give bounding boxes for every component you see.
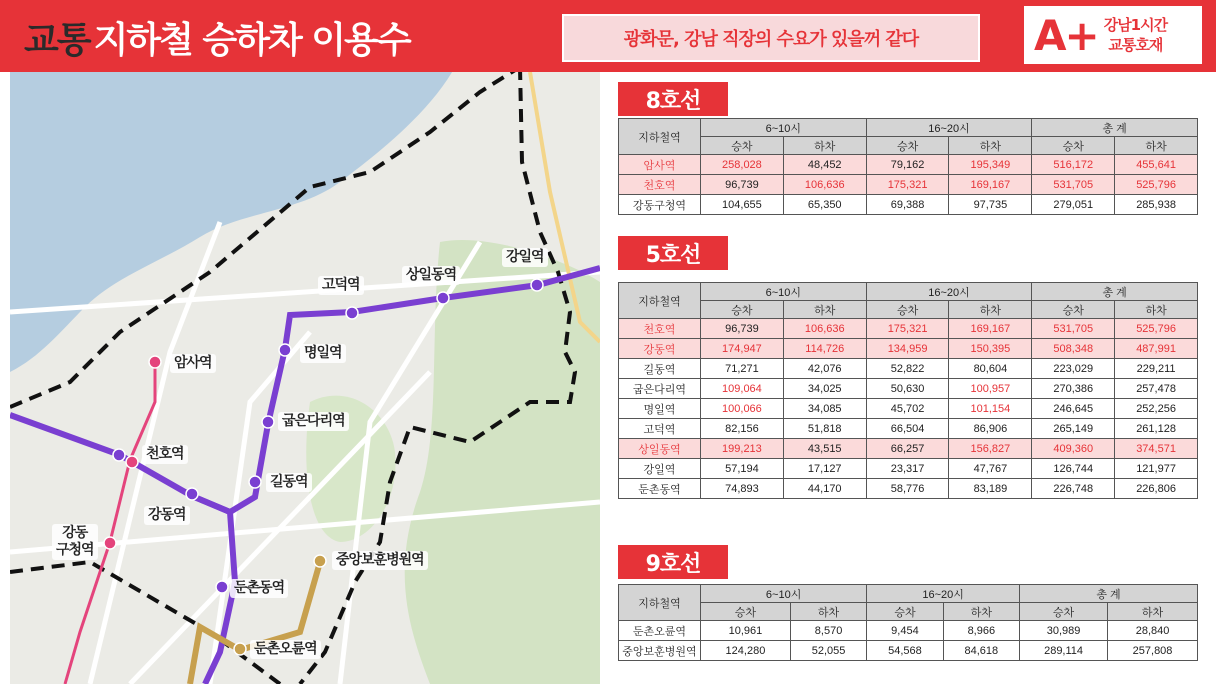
ridership-cell: 44,170 <box>783 479 866 499</box>
ridership-cell: 175,321 <box>866 175 949 195</box>
ridership-cell: 223,029 <box>1032 359 1115 379</box>
ridership-cell: 100,066 <box>701 399 784 419</box>
station-dot-gildong <box>249 476 261 488</box>
ridership-cell: 226,748 <box>1032 479 1115 499</box>
col-header-total: 총 계 <box>1020 585 1198 603</box>
table-row <box>619 155 1198 175</box>
col-header-evening: 16~20시 <box>867 585 1020 603</box>
line-8-table <box>618 118 1198 215</box>
col-header-board: 승차 <box>866 137 949 155</box>
ridership-cell: 83,189 <box>949 479 1032 499</box>
table-row <box>619 419 1198 439</box>
station-label-godeok: 고덕역 <box>318 276 364 295</box>
ridership-cell: 65,350 <box>783 195 866 215</box>
line-8-track <box>65 362 155 684</box>
table-row <box>619 339 1198 359</box>
ridership-cell: 8,966 <box>943 621 1019 641</box>
ridership-cell: 174,947 <box>701 339 784 359</box>
col-header-evening: 16~20시 <box>866 283 1032 301</box>
ridership-cell: 169,167 <box>949 175 1032 195</box>
page-title <box>24 12 410 60</box>
col-header-alight: 하차 <box>783 137 866 155</box>
ridership-cell: 42,076 <box>783 359 866 379</box>
ridership-cell: 101,154 <box>949 399 1032 419</box>
ridership-cell: 10,961 <box>701 621 791 641</box>
ridership-cell: 531,705 <box>1032 175 1115 195</box>
ridership-cell: 74,893 <box>701 479 784 499</box>
ridership-cell: 34,085 <box>783 399 866 419</box>
ridership-cell: 58,776 <box>866 479 949 499</box>
station-dot-amsa <box>149 356 161 368</box>
station-name-cell: 굽은다리역 <box>619 379 701 399</box>
ridership-cell: 79,162 <box>866 155 949 175</box>
station-name-cell: 상일동역 <box>619 439 701 459</box>
ridership-cell: 100,957 <box>949 379 1032 399</box>
station-label-cheonho: 천호역 <box>142 445 188 464</box>
ridership-cell: 82,156 <box>701 419 784 439</box>
station-label-myeongil: 명일역 <box>300 344 346 363</box>
col-header-board: 승차 <box>701 301 784 319</box>
station-dot-gangdong-gucheong <box>104 537 116 549</box>
ridership-cell: 525,796 <box>1115 175 1198 195</box>
ridership-cell: 169,167 <box>949 319 1032 339</box>
ridership-cell: 52,055 <box>790 641 866 661</box>
grade-note-line-2: 교통호재 <box>1108 36 1163 54</box>
station-dot-cheonho-5 <box>113 449 125 461</box>
col-header-board: 승차 <box>866 301 949 319</box>
col-header-total: 총 계 <box>1032 283 1198 301</box>
han-river <box>10 72 455 372</box>
station-label-gildong: 길동역 <box>266 473 312 492</box>
ridership-cell: 52,822 <box>866 359 949 379</box>
ridership-cell: 134,959 <box>866 339 949 359</box>
station-name-cell: 강동구청역 <box>619 195 701 215</box>
subtitle: 광화문, 강남 직장의 수요가 있을꺼 같다 <box>623 29 919 50</box>
station-label-gubeundari: 굽은다리역 <box>278 412 349 431</box>
ridership-cell: 150,395 <box>949 339 1032 359</box>
col-header-morning: 6~10시 <box>701 585 867 603</box>
col-header-alight: 하차 <box>949 301 1032 319</box>
ridership-cell: 156,827 <box>949 439 1032 459</box>
ridership-cell: 84,618 <box>943 641 1019 661</box>
ridership-cell: 96,739 <box>701 175 784 195</box>
title-accent: 교통 <box>24 20 90 61</box>
station-label-junganghospital: 중앙보훈병원역 <box>332 551 428 570</box>
station-label-dunchonoryun: 둔촌오륜역 <box>250 640 321 659</box>
ridership-cell: 487,991 <box>1115 339 1198 359</box>
ridership-cell: 409,360 <box>1032 439 1115 459</box>
station-name-cell: 둔촌동역 <box>619 479 701 499</box>
station-name-cell: 중앙보훈병원역 <box>619 641 701 661</box>
ridership-cell: 47,767 <box>949 459 1032 479</box>
ridership-cell: 50,630 <box>866 379 949 399</box>
table-row <box>619 359 1198 379</box>
ridership-cell: 17,127 <box>783 459 866 479</box>
ridership-cell: 8,570 <box>790 621 866 641</box>
ridership-cell: 66,504 <box>866 419 949 439</box>
station-dot-myeongil <box>279 344 291 356</box>
ridership-cell: 252,256 <box>1115 399 1198 419</box>
line-8-tag: 8호선 <box>618 82 728 116</box>
ridership-cell: 257,808 <box>1108 641 1198 661</box>
col-header-alight: 하차 <box>943 603 1019 621</box>
station-label-gangdong: 강동역 <box>144 506 190 525</box>
col-header-alight: 하차 <box>1108 603 1198 621</box>
ridership-cell: 23,317 <box>866 459 949 479</box>
table-row <box>619 399 1198 419</box>
ridership-cell: 51,818 <box>783 419 866 439</box>
ridership-cell: 54,568 <box>867 641 943 661</box>
station-dot-gangdong <box>186 488 198 500</box>
station-dot-gangil <box>531 279 543 291</box>
col-header-station: 지하철역 <box>619 283 701 319</box>
col-header-evening: 16~20시 <box>866 119 1032 137</box>
col-header-alight: 하차 <box>1115 301 1198 319</box>
col-header-morning: 6~10시 <box>701 119 867 137</box>
park-area <box>405 240 600 684</box>
col-header-morning: 6~10시 <box>701 283 867 301</box>
subtitle-box <box>562 14 980 62</box>
ridership-cell: 525,796 <box>1115 319 1198 339</box>
ridership-cell: 80,604 <box>949 359 1032 379</box>
grade-note <box>1104 15 1167 55</box>
station-label-dunchon: 둔촌동역 <box>230 579 288 598</box>
ridership-cell: 199,213 <box>701 439 784 459</box>
station-dot-sangil <box>437 292 449 304</box>
station-name-cell: 고덕역 <box>619 419 701 439</box>
ridership-cell: 45,702 <box>866 399 949 419</box>
table-row <box>619 641 1198 661</box>
table-row <box>619 479 1198 499</box>
station-name-cell: 강일역 <box>619 459 701 479</box>
ridership-cell: 289,114 <box>1020 641 1108 661</box>
station-name-cell: 강동역 <box>619 339 701 359</box>
subway-map <box>10 72 600 684</box>
ridership-cell: 246,645 <box>1032 399 1115 419</box>
col-header-alight: 하차 <box>949 137 1032 155</box>
ridership-cell: 195,349 <box>949 155 1032 175</box>
station-name-cell: 천호역 <box>619 175 701 195</box>
ridership-cell: 261,128 <box>1115 419 1198 439</box>
ridership-cell: 34,025 <box>783 379 866 399</box>
ridership-cell: 124,280 <box>701 641 791 661</box>
col-header-board: 승차 <box>701 137 784 155</box>
line-9-tag: 9호선 <box>618 545 728 579</box>
table-row <box>619 439 1198 459</box>
ridership-cell: 508,348 <box>1032 339 1115 359</box>
table-row <box>619 459 1198 479</box>
station-label-sangil: 상일동역 <box>402 266 460 285</box>
grade-badge <box>1024 6 1202 64</box>
ridership-cell: 71,271 <box>701 359 784 379</box>
line-9-table <box>618 584 1198 661</box>
ridership-cell: 121,977 <box>1115 459 1198 479</box>
station-dot-junganghospital <box>314 555 326 567</box>
col-header-board: 승차 <box>867 603 943 621</box>
col-header-station: 지하철역 <box>619 119 701 155</box>
station-name-cell: 천호역 <box>619 319 701 339</box>
grade-value: A+ <box>1034 10 1098 60</box>
ridership-cell: 126,744 <box>1032 459 1115 479</box>
ridership-cell: 531,705 <box>1032 319 1115 339</box>
table-row <box>619 175 1198 195</box>
ridership-cell: 175,321 <box>866 319 949 339</box>
ridership-cell: 106,636 <box>783 175 866 195</box>
ridership-cell: 96,739 <box>701 319 784 339</box>
ridership-cell: 97,735 <box>949 195 1032 215</box>
ridership-cell: 106,636 <box>783 319 866 339</box>
ridership-cell: 86,906 <box>949 419 1032 439</box>
ridership-cell: 57,194 <box>701 459 784 479</box>
col-header-board: 승차 <box>701 603 791 621</box>
table-row <box>619 379 1198 399</box>
ridership-cell: 104,655 <box>701 195 784 215</box>
table-row <box>619 621 1198 641</box>
ridership-cell: 9,454 <box>867 621 943 641</box>
ridership-cell: 226,806 <box>1115 479 1198 499</box>
station-label-gangdong-gucheong: 강동 구청역 <box>52 524 98 560</box>
station-dot-gubeundari <box>262 416 274 428</box>
ridership-cell: 258,028 <box>701 155 784 175</box>
header-bar <box>0 0 1216 72</box>
table-row <box>619 195 1198 215</box>
grade-note-line-1: 강남1시간 <box>1103 16 1168 34</box>
ridership-cell: 229,211 <box>1115 359 1198 379</box>
station-dot-godeok <box>346 307 358 319</box>
col-header-total: 총 계 <box>1032 119 1198 137</box>
ridership-cell: 374,571 <box>1115 439 1198 459</box>
station-name-cell: 암사역 <box>619 155 701 175</box>
ridership-cell: 30,989 <box>1020 621 1108 641</box>
col-header-board: 승차 <box>1032 137 1115 155</box>
col-header-alight: 하차 <box>1115 137 1198 155</box>
station-label-gangil: 강일역 <box>502 248 548 267</box>
col-header-board: 승차 <box>1032 301 1115 319</box>
station-name-cell: 길동역 <box>619 359 701 379</box>
col-header-station: 지하철역 <box>619 585 701 621</box>
line-5-tag: 5호선 <box>618 236 728 270</box>
ridership-cell: 28,840 <box>1108 621 1198 641</box>
col-header-alight: 하차 <box>783 301 866 319</box>
ridership-cell: 66,257 <box>866 439 949 459</box>
ridership-cell: 257,478 <box>1115 379 1198 399</box>
ridership-cell: 455,641 <box>1115 155 1198 175</box>
ridership-cell: 265,149 <box>1032 419 1115 439</box>
ridership-cell: 270,386 <box>1032 379 1115 399</box>
ridership-cell: 109,064 <box>701 379 784 399</box>
ridership-cell: 43,515 <box>783 439 866 459</box>
station-dot-dunchon <box>216 581 228 593</box>
col-header-alight: 하차 <box>790 603 866 621</box>
ridership-cell: 285,938 <box>1115 195 1198 215</box>
table-row <box>619 319 1198 339</box>
title-main: 지하철 승하차 이용수 <box>93 20 410 61</box>
ridership-cell: 69,388 <box>866 195 949 215</box>
station-name-cell: 둔촌오륜역 <box>619 621 701 641</box>
station-dot-dunchonoryun <box>234 643 246 655</box>
station-dot-cheonho-8 <box>126 456 138 468</box>
line-5-table <box>618 282 1198 499</box>
col-header-board: 승차 <box>1020 603 1108 621</box>
station-name-cell: 명일역 <box>619 399 701 419</box>
ridership-cell: 516,172 <box>1032 155 1115 175</box>
ridership-cell: 279,051 <box>1032 195 1115 215</box>
ridership-cell: 114,726 <box>783 339 866 359</box>
ridership-cell: 48,452 <box>783 155 866 175</box>
station-label-amsa: 암사역 <box>170 354 216 373</box>
map-graphics <box>10 72 600 684</box>
